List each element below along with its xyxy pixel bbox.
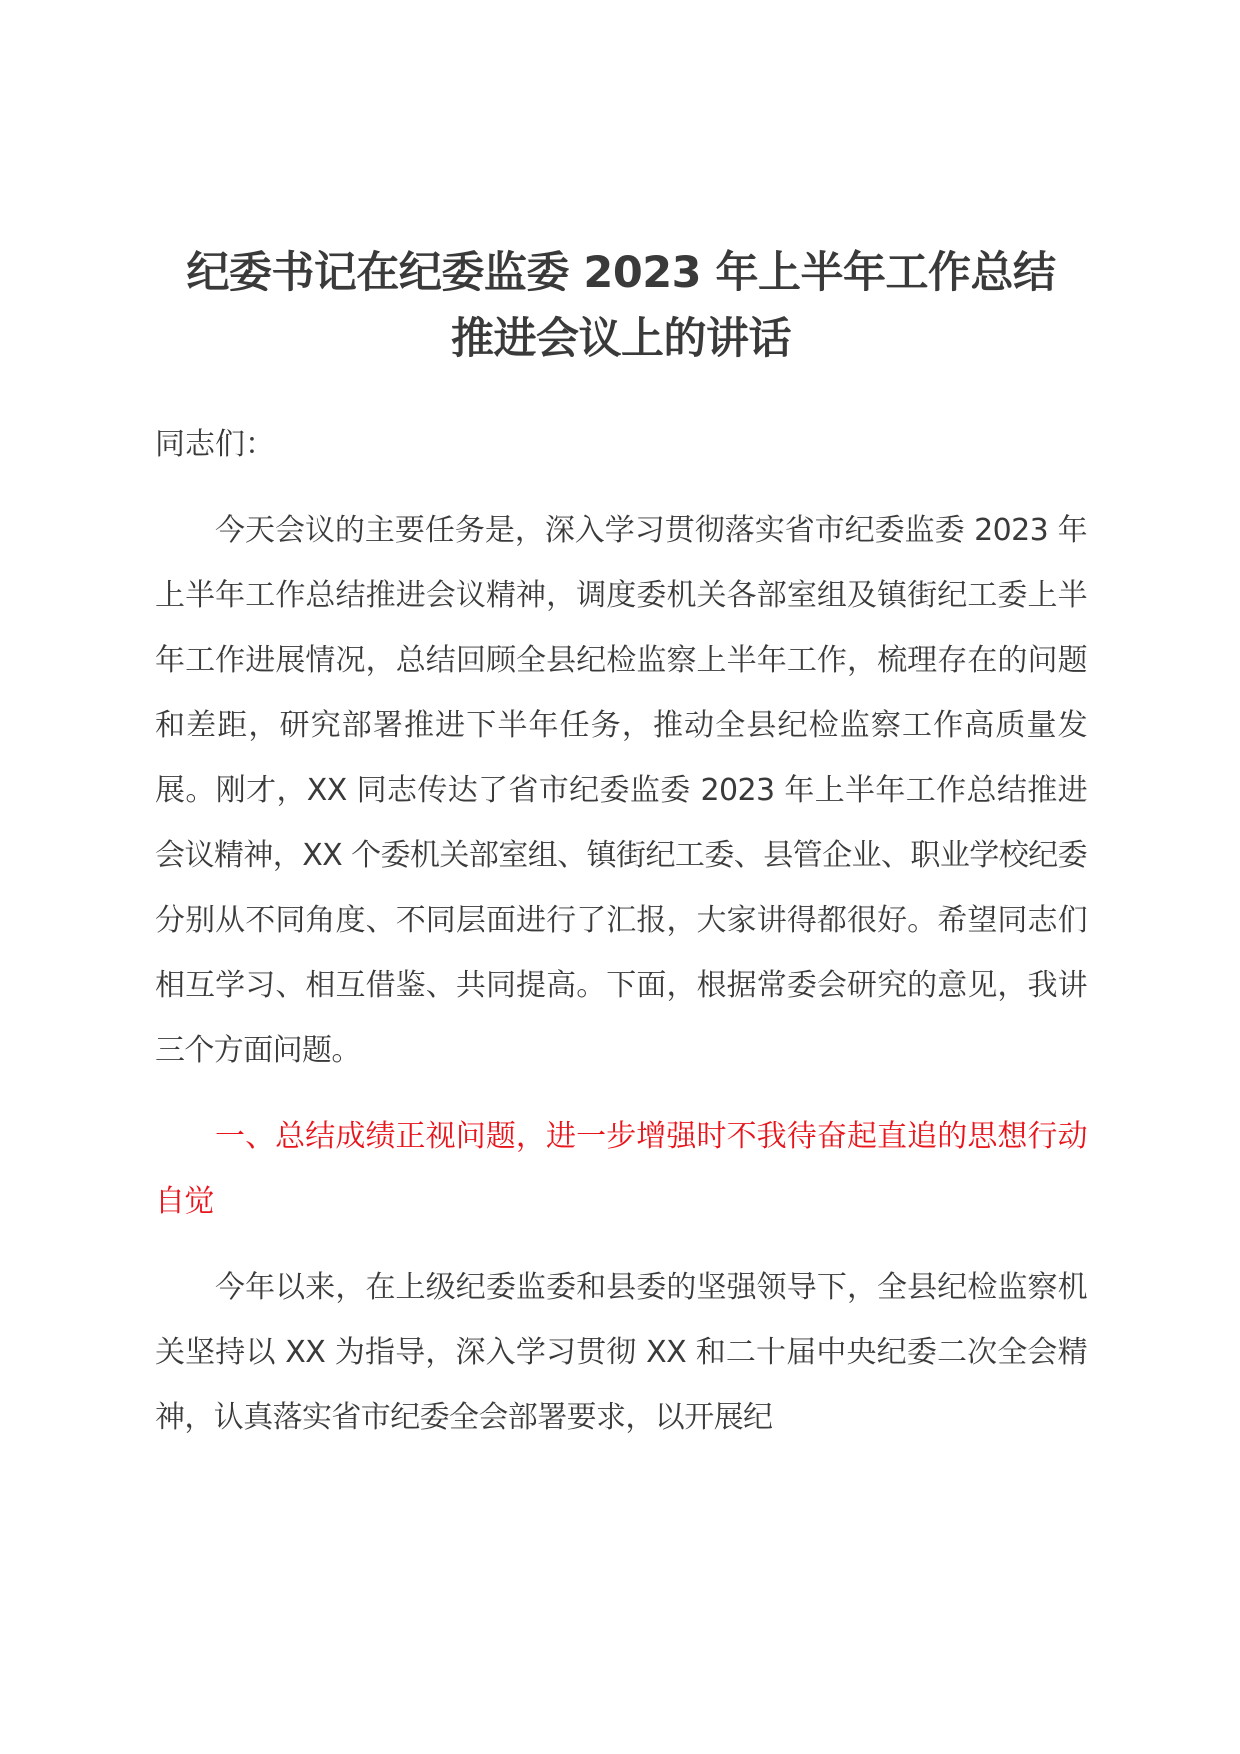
section-heading-1: 一、总结成绩正视问题，进一步增强时不我待奋起直追的思想行动自觉 [155, 1119, 1087, 1219]
document-title [155, 240, 1087, 372]
document-page [155, 240, 1087, 1450]
body-paragraph-1: 今天会议的主要任务是，深入学习贯彻落实省市纪委监委 2023 年上半年工作总结推进会议精神，调度委机关各部室组及镇街纪工委上半年工作进展情况，总结回顾全县纪检监察上半年工作，梳理存在的问题和差距，研究部署推进下半年任务，推动全县纪检监察工作高质量发展。刚才，XX 同志传达了省市纪委监委 2023 年上半年工作总结推进会议精神，XX 个委机关部室组、镇街纪工委、县管企业、职业学校纪委分别从不同角度、不同层面进行了汇报，大家讲得都很好。希望同志们相互学习、相互借鉴、共同提高。下面，根据常委会研究的意见，我讲三个方面问题。 [155, 513, 1087, 1068]
title-line-2: 推进会议上的讲话 [451, 314, 791, 364]
salutation: 同志们： [155, 427, 275, 462]
body-paragraph-2: 今年以来，在上级纪委监委和县委的坚强领导下，全县纪检监察机关坚持以 XX 为指导，深入学习贯彻 XX 和二十届中央纪委二次全会精神，认真落实省市纪委全会部署要求，以开展纪 [155, 1270, 1087, 1435]
title-line-1: 纪委书记在纪委监委 2023 年上半年工作总结 [186, 248, 1056, 298]
